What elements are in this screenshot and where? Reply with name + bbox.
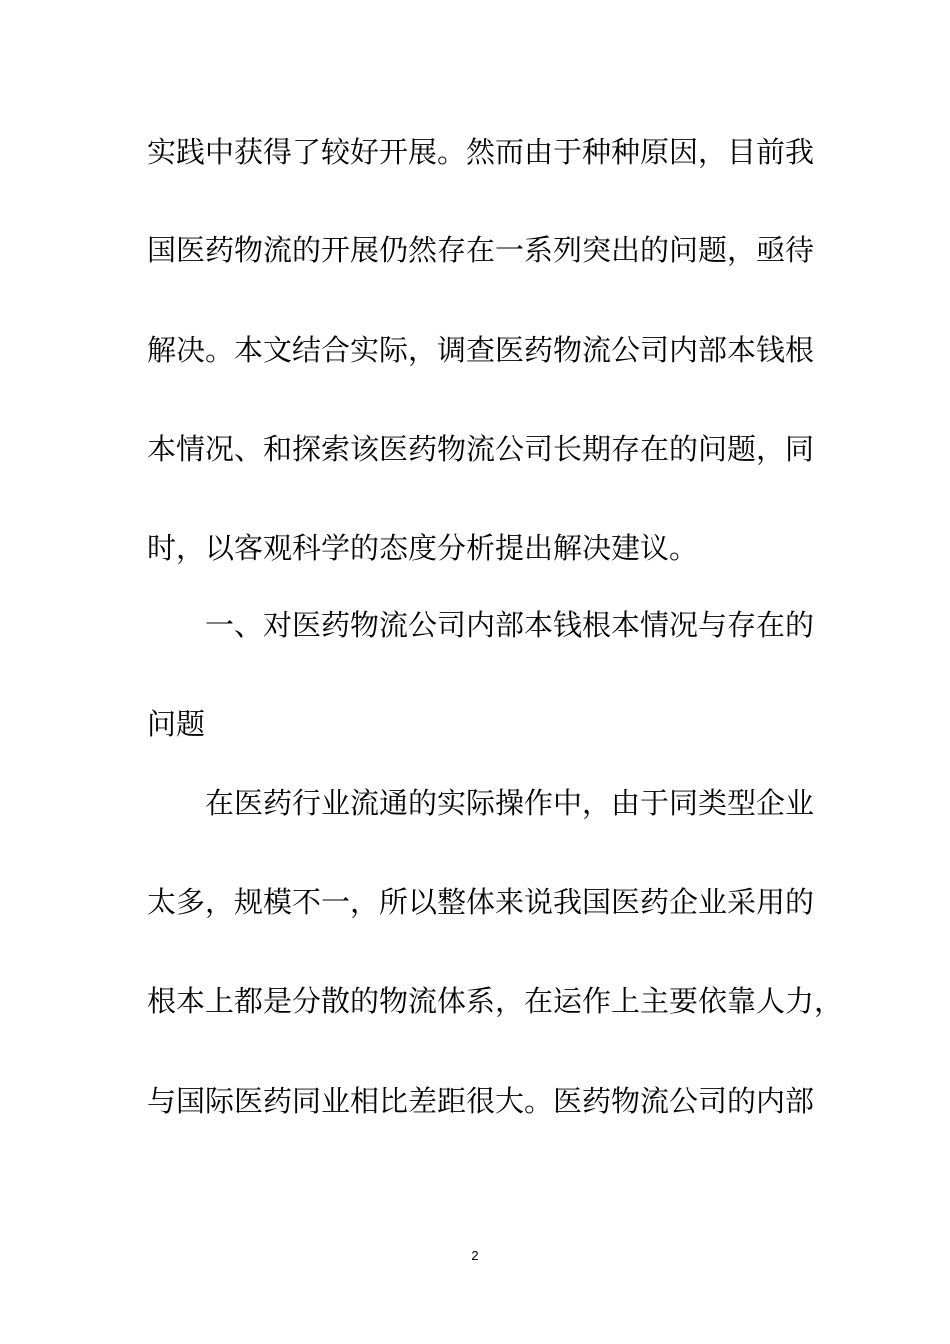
page-number: 2 bbox=[471, 1248, 479, 1263]
paragraph-2-line-4: 与国际医药同业相比差距很大。医药物流公司的内部 bbox=[147, 1084, 815, 1118]
paragraph-line-1: 实践中获得了较好开展。然而由于种种原因，目前我 bbox=[147, 135, 815, 169]
paragraph-line-3: 解决。本文结合实际，调查医药物流公司内部本钱根 bbox=[147, 333, 815, 367]
paragraph-2-line-1: 在医药行业流通的实际操作中，由于同类型企业 bbox=[205, 786, 815, 820]
paragraph-2-line-2: 太多，规模不一，所以整体来说我国医药企业采用的 bbox=[147, 885, 815, 919]
paragraph-line-4: 本情况、和探索该医药物流公司长期存在的问题，同 bbox=[147, 432, 815, 466]
paragraph-2-line-3: 根本上都是分散的物流体系，在运作上主要依靠人力， bbox=[147, 984, 844, 1018]
paragraph-line-2: 国医药物流的开展仍然存在一系列突出的问题，亟待 bbox=[147, 233, 815, 267]
paragraph-line-5: 时，以客观科学的态度分析提出解决建议。 bbox=[147, 531, 699, 565]
section-heading-line-1: 一、对医药物流公司内部本钱根本情况与存在的 bbox=[205, 608, 815, 642]
section-heading-line-2: 问题 bbox=[147, 707, 206, 741]
